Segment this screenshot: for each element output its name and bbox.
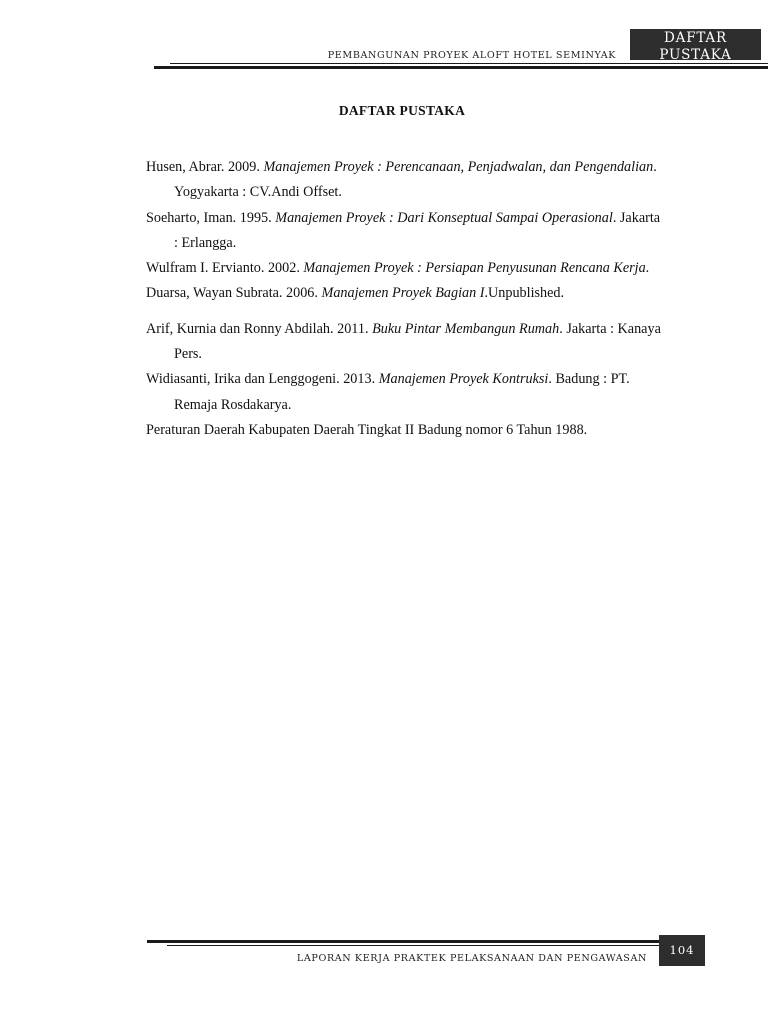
footer-rule-thick (147, 940, 659, 943)
reference-item (146, 317, 666, 368)
reference-continuation: Remaja Rosdakarya. (174, 396, 292, 413)
reference-author-year: Duarsa, Wayan Subrata. 2006. (146, 285, 322, 302)
reference-publisher: . Jakarta : Kanaya Pers. (174, 320, 661, 363)
reference-title: Manajemen Proyek : Perencanaan, Penjadwalan, dan Pengendalian (263, 159, 654, 175)
reference-item (146, 256, 666, 281)
reference-publisher: .Unpublished. (484, 285, 565, 302)
header-rule-thick (154, 66, 768, 69)
page-number: 104 (659, 935, 705, 966)
reference-title: Manajemen Proyek Kontruksi (378, 371, 549, 388)
reference-item (146, 418, 666, 443)
reference-author-year: Soeharto, Iman. 1995. (146, 209, 276, 226)
reference-publisher: . Badung : PT. (548, 371, 630, 388)
section-tab-line2: PUSTAKA (659, 46, 732, 60)
footer-rule-thin (167, 945, 659, 946)
header-running-title: PEMBANGUNAN PROYEK ALOFT HOTEL SEMINYAK (327, 50, 616, 61)
reference-title: Manajemen Proyek : Dari Konseptual Sampai Operasional (275, 209, 613, 226)
reference-publisher: . Yogyakarta : CV.Andi Offset. (174, 159, 657, 201)
section-tab-line1: DAFTAR (664, 30, 727, 46)
reference-title: Manajemen Proyek : Persiapan Penyusunan Rencana Kerja (303, 260, 646, 277)
reference-title: Manajemen Proyek Bagian I (321, 285, 485, 302)
reference-item (146, 206, 666, 257)
reference-item (146, 155, 666, 206)
header-rule-thin (170, 63, 768, 64)
reference-title: Buku Pintar Membangun Rumah (372, 320, 560, 337)
footer-running-title: LAPORAN KERJA PRAKTEK PELAKSANAAN DAN PENGAWASAN (296, 953, 647, 964)
reference-list (146, 155, 666, 443)
reference-item (146, 281, 666, 306)
reference-publisher: . Jakarta : Erlangga. (174, 209, 661, 251)
reference-author-year: Wulfram I. Ervianto. 2002. (146, 260, 304, 277)
section-tab (630, 29, 761, 60)
reference-author-year: Widiasanti, Irika dan Lenggogeni. 2013. (146, 371, 379, 388)
reference-author-year: Arif, Kurnia dan Ronny Abdilah. 2011. (146, 320, 373, 337)
reference-author-year: Husen, Abrar. 2009. (146, 159, 264, 175)
reference-publisher: . (645, 260, 650, 277)
reference-author-year: Peraturan Daerah Kabupaten Daerah Tingkat II Badung nomor 6 Tahun 1988. (146, 421, 588, 438)
page-title: DAFTAR PUSTAKA (338, 103, 466, 118)
reference-item (146, 367, 666, 392)
